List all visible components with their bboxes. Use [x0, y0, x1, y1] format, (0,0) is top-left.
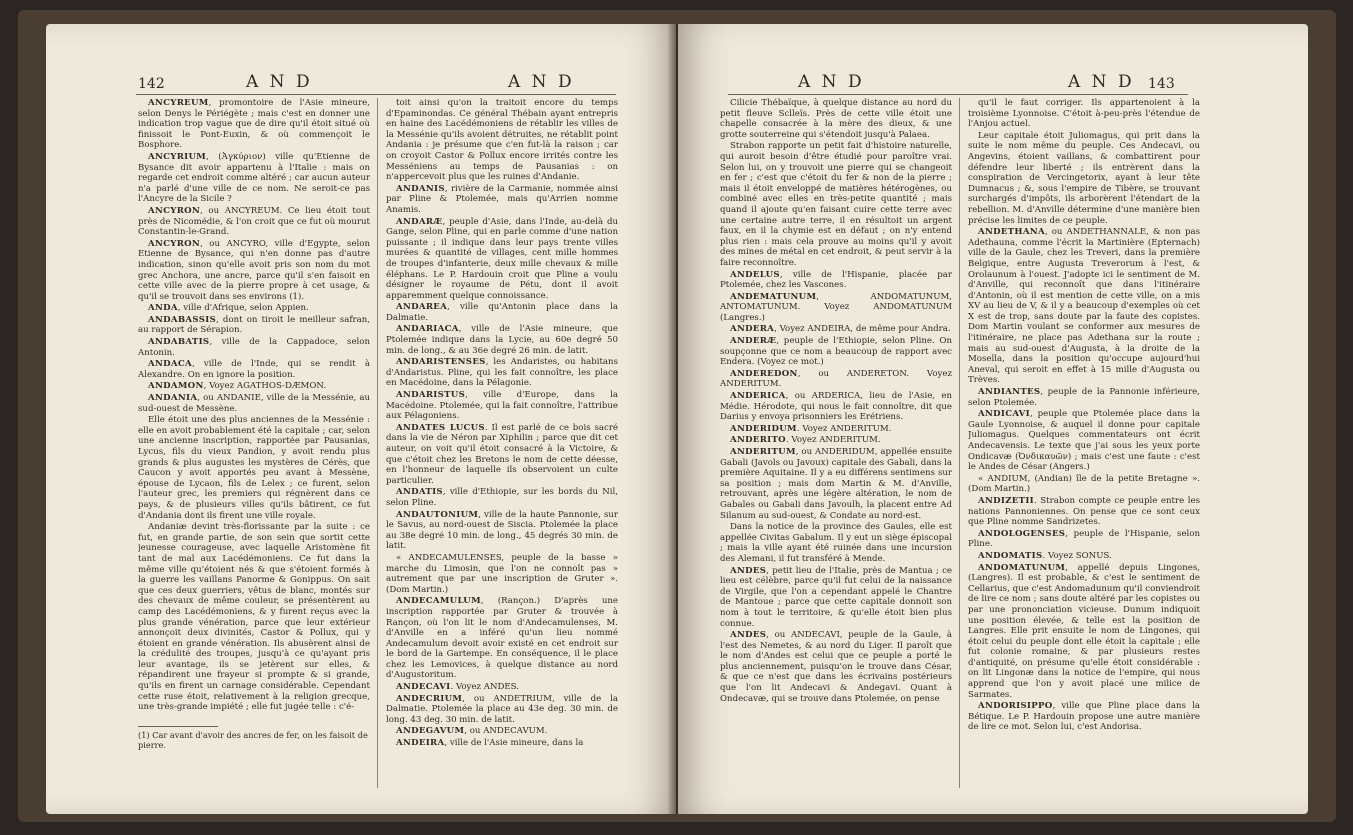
- header-rule: [136, 94, 616, 95]
- entry-headword: ANDANIA: [148, 393, 198, 404]
- entry-text: . Voyez ANDES.: [450, 682, 519, 693]
- page-number: 143: [1148, 76, 1175, 92]
- dictionary-entry: [386, 738, 618, 749]
- entry-headword: ANDIZETII: [978, 495, 1034, 506]
- dictionary-entry: [720, 369, 952, 390]
- dictionary-entry: [720, 391, 952, 423]
- entry-text: , ou ANDECAVUM.: [464, 726, 548, 737]
- text-column: [386, 98, 618, 778]
- left-page: [46, 24, 676, 814]
- column-divider: [959, 98, 960, 788]
- entry-headword: ANDARISTUS: [396, 390, 466, 401]
- dictionary-entry: [968, 227, 1200, 386]
- dictionary-entry: [720, 292, 952, 324]
- entry-text: « ANDECAMULENSES, peuple de la basse » marche du Limosin, que l'on ne connoît pas » autrement que par une inscription de Gruter ». (Dom Martin.): [386, 552, 618, 595]
- entry-headword: ANDERICA: [730, 391, 786, 402]
- entry-headword: ANDERITUM: [730, 447, 796, 457]
- dictionary-entry: [138, 98, 370, 151]
- dictionary-entry: [968, 701, 1200, 733]
- entry-text: Elle étoit une des plus anciennes de la Messénie : elle en avoit probablement été la capitale ; car, selon une ancienne inscription, rapportée par Pausanias, Lycus, fils du vieux Pandion, y avoit rendu plus grands & plus augustes les mystères de Cérès, que Caucon y avoit apportés peu avant à Messène, épouse de Lycaon, fils de Lelex ; ce furent, selon l'auteur grec, les premiers qui régnèrent dans ce pays, & de plusieurs villes qu'ils bâtirent, ce fut d'Andania dont ils firent une ville royale.: [138, 415, 370, 521]
- text-column: [138, 98, 370, 720]
- entry-text: , (Ἀγκύριον) ville qu'Etienne de Bysance dit avoir appartenu à l'Italie : mais on regarde cet endroit comme altéré ; car aucun auteur n'a parlé d'une ville de ce nom. Ne seroit-ce pas l'Ancyre de la Sicile ?: [138, 151, 370, 205]
- dictionary-entry: [138, 152, 370, 205]
- entry-text: , peuple d'Asie, dans l'Inde, au-delà du Gange, selon Pline, qui en parle comme d'une nation puissante ; il indique dans leur pays trente villes murées & quantité de villages, cent mille hommes de troupes d'infanterie, deux mille chevaux & mille éléphans. Le P. Hardouin croit que Pline a voulu désigner le royaume de Pétu, dont il avoit apparemment quelque connoissance.: [386, 216, 618, 301]
- dictionary-entry: [720, 336, 952, 368]
- entry-text: , ville d'Ethiopie, sur les bords du Nil, selon Pline.: [386, 487, 618, 508]
- entry-text: , ville de l'Asie mineure, dans la: [444, 738, 584, 749]
- dictionary-entry: [720, 324, 952, 335]
- dictionary-entry: [386, 217, 618, 302]
- entry-text: , appellé depuis Lingones, (Langres). Il est probable, & c'est le sentiment de Cellarius, que c'est Andomadunum qu'il conviendroit de lire ce nom ; sans doute altéré par les copistes ou par une prononciation vicieuse. Dunum indiquoit une position élevée, & telle est la position de Langres. Elle prit ensuite le nom de Lingones, qui étoit celui du peuple dont elle étoit la capitale ; elle fut colonie romaine, & par plusieurs restes d'antiquité, on présume qu'elle étoit considérable : on lit Lingonæ dans la notice de l'empire, qui nous apprend que l'on y avoit placé une milice de Sarmates.: [968, 562, 1200, 700]
- entry-text: , ville que Pline place dans la Bétique. Le P. Hardouin propose une autre manière de lire ce mot. Selon lui, c'est Andorisa.: [968, 701, 1200, 733]
- running-head: A N D: [508, 72, 575, 92]
- dictionary-entry: [968, 387, 1200, 408]
- entry-headword: ANDES: [730, 565, 767, 576]
- entry-headword: ANDOMATUNUM: [978, 562, 1066, 573]
- entry-text: , peuple de la Pannonie inférieure, selon Ptolemée.: [968, 387, 1200, 408]
- dictionary-entry: [720, 435, 952, 446]
- dictionary-entry: [720, 630, 952, 704]
- entry-headword: ANCYRIUM: [148, 151, 207, 162]
- entry-text: , ville de l'Inde, qui se rendit à Alexandre. On en ignore la position.: [138, 359, 370, 380]
- entry-headword: ANCYRON: [148, 205, 201, 216]
- entry-text: , ou ANDETHANNALE, & non pas Adethauna, comme l'écrit la Martinière (Epternach) ville de la Gaule, chez les Treveri, dans la première Belgique, entre Augusta Treverorum à l'est, & Orolaunum à l'ouest. J'adopte ici le sentiment de M. d'Anville, qui reconnoît que dans l'itinéraire d'Antonin, où il est mention de cette ville, on a mis XV au lieu de V, & il y a beaucoup d'exemples où cet X est de trop, sans doute par la faute des copistes. Dom Martin voulant se conformer aux mesures de l'itinéraire, ne place pas Adethana sur la route ; mais au sud-ouest d'Augusta, à la droite de la Mosella, dans la position qu'occupe aujourd'hui Aneval, qui seroit en effet à 15 mille d'Augusta ou Trèves.: [968, 227, 1200, 386]
- entry-text: , ville d'Europe, dans la Macédoine. Ptolemée, qui la fait connoître, l'attribue aux Pélagoniens.: [386, 390, 618, 422]
- running-head: A N D: [246, 72, 313, 92]
- header-rule: [728, 94, 1188, 95]
- entry-headword: ANDIANTES: [978, 387, 1041, 398]
- dictionary-entry: [720, 270, 952, 291]
- entry-headword: ANDAREA: [396, 302, 448, 313]
- dictionary-entry: [386, 596, 618, 681]
- entry-headword: ANDARISTENSES: [396, 357, 486, 368]
- entry-text: . Voyez SONUS.: [1042, 550, 1112, 561]
- entry-headword: ANDACA: [148, 359, 192, 370]
- entry-text: , ou ANCYRO, ville d'Egypte, selon Etienne de Bysance, qui n'en donne pas d'autre indication, sinon qu'elle avoit pris son nom du mot grec Anchora, une ancre, parce qu'il s'en faisoit en cette ville avec de la pierre propre à cet usage, & qu'il se trouvoit dans ses environs (1).: [138, 238, 370, 302]
- dictionary-entry: [386, 184, 618, 216]
- dictionary-entry: [720, 141, 952, 268]
- footnote: (1) Car avant d'avoir des ancres de fer, on les faisoit de pierre.: [138, 730, 368, 750]
- entry-headword: ANDELUS: [730, 269, 780, 280]
- entry-headword: ANDARÆ: [396, 216, 443, 227]
- dictionary-entry: [138, 381, 370, 392]
- entry-headword: ANDEMATUNUM: [730, 291, 817, 302]
- dictionary-entry: [386, 324, 618, 356]
- page-number: 142: [138, 76, 165, 92]
- entry-headword: ANDABATIS: [148, 337, 210, 348]
- dictionary-entry: [138, 522, 370, 713]
- entry-text: qu'il le faut corriger. Ils appartenoient à la troisième Lyonnoise. C'étoit à-peu-près l'étendue de l'Anjou actuel.: [968, 98, 1200, 130]
- entry-text: , ou ANDERETON. Voyez ANDERITUM.: [720, 368, 952, 390]
- entry-text: , ville de l'Asie mineure, que Ptolemée indique dans la Lycie, au 60e degré 50 min. de long., & au 36e degré 26 min. de latit.: [386, 324, 618, 356]
- entry-text: , ville qu'Antonin place dans la Dalmatie.: [386, 302, 618, 323]
- entry-headword: ANCYRON: [148, 238, 201, 249]
- dictionary-entry: [720, 566, 952, 630]
- entry-headword: ANDERIDUM: [730, 423, 797, 434]
- dictionary-entry: [138, 415, 370, 521]
- entry-text: , ville d'Afrique, selon Appien.: [177, 303, 309, 314]
- entry-text: Andaniæ devint très-florissante par la suite : ce fut, en grande partie, de son sein que sortit cette jeunesse courageuse, avec laquelle Aristomène fit tant de mal aux Lacédémoniens. Ce fut dans la même ville qu'étoient nés & que s'étoient formés à la guerre les vaillans Panorme & Gonippus. On sait que ces deux guerriers, vêtus de blanc, montés sur des chevaux de même couleur, se présentèrent au camp des Lacédémoniens, & y furent reçus avec la plus grande vénération, parce que leur extérieur annonçoit deux divinités, Castor & Pollux, qui y étoient en grande vénération. Ils abusèrent ainsi de la crédulité des troupes, jusqu'à ce qu'ayant pris leur avantage, ils se jetèrent sur elles, & répandirent une frayeur si prompte & si grande, qu'ils en firent un carnage considérable. Cependant cette ruse étoit, relativement à la religion grecque, une très-grande impiété ; elle fut jugée telle : c'é-: [138, 522, 370, 713]
- entry-text: « ANDIUM, (Andian) île de la petite Bretagne ». (Dom Martin.): [968, 473, 1200, 495]
- entry-headword: ANDERÆ: [730, 336, 777, 347]
- entry-headword: ANDECAVI: [396, 682, 451, 693]
- dictionary-entry: [138, 303, 370, 314]
- right-page: [678, 24, 1308, 814]
- entry-text: , ville de la haute Pannonie, sur le Savus, au nord-ouest de Siscia. Ptolemée la place au 38e degré 10 min. de long., 45 degrés 30 min. de latit.: [386, 509, 618, 552]
- dictionary-entry: [968, 474, 1200, 495]
- entry-headword: ANDEIRA: [396, 738, 445, 749]
- entry-text: , ou ANDANIE, ville de la Messénie, au sud-ouest de Messène.: [138, 393, 370, 414]
- entry-text: , peuple de l'Hispanie, selon Pline.: [968, 528, 1200, 550]
- entry-text: , rivière de la Carmanie, nommée ainsi par Pline & Ptolemée, mais qu'Arrien nomme Anamis.: [386, 183, 618, 215]
- dictionary-entry: [138, 393, 370, 414]
- entry-headword: ANDORISIPPO: [978, 701, 1053, 712]
- dictionary-entry: [968, 131, 1200, 226]
- entry-headword: ANDEREDON: [730, 368, 798, 379]
- entry-text: , peuple que Ptolemée place dans la Gaule Lyonnoise, & auquel il donne pour capitale Juliomagus. Quelques commentateurs ont écrit Andecavensis. Le texte que j'ai sous les yeux porte Ondicavæ (Ὀνδικαυῶν) ; mais c'est une faute : c'est le Andes de César (Angers.): [968, 409, 1200, 473]
- text-column: [968, 98, 1200, 788]
- dictionary-entry: [720, 522, 952, 564]
- entry-text: Cilicie Thébaïque, à quelque distance au nord du petit fleuve Sclleïs. Près de cette ville étoit une chapelle consacrée à la mère des dieux, & une grotte souterreine qui s'étendoit jusqu'à Palaea.: [720, 98, 952, 140]
- dictionary-entry: [386, 726, 618, 737]
- entry-text: Strabon rapporte un petit fait d'histoire naturelle, qui auroit besoin d'être étudié pour paroître vrai. Selon lui, on y trouvoit une pierre qui se changeoit en fer ; c'est que c'étoit du fer & non de la pierre ; mais il étoit enveloppé de matières hétérogènes, ou combiné avec elles en très-petite quantité ; mais quand il ajoute qu'en faisant cuire cette terre avec une certaine autre terre, il en résultoit un argent faux, en il la chymie est en défaut ; on n'y entend plus rien : mais cela prouve au moins qu'il y avoit des mines de métal en cet endroit, & peut servir à la faire reconnoître.: [720, 141, 952, 268]
- entry-text: , ANDOMATUNUM, ANTOMATUNUM. Voyez ANDOMATUNUM (Langres.): [720, 291, 952, 323]
- entry-text: toit ainsi qu'on la traitoit encore du temps d'Epaminondas. Ce général Thébain ayant entrepris en haine des Lacédémoniens de rétablir les villes de la Messénie qu'ils avoient détruites, ne rétablit point Andania : je présume que c'en fut-là la raison ; car on croyoit Castor & Pollux encore irrités contre les Messéniens au temps de Pausanias : on n'appercevoit plus que les ruines d'Andanie.: [386, 98, 618, 183]
- dictionary-entry: [138, 359, 370, 380]
- entry-headword: ANDANIS: [396, 183, 445, 194]
- entry-text: , ville de la Cappadoce, selon Antonin.: [138, 337, 370, 358]
- dictionary-entry: [968, 529, 1200, 550]
- entry-text: , ou ANDETRIUM, ville de la Dalmatie. Ptolemée la place au 43e deg. 30 min. de long. 43 deg. 30 min. de latit.: [386, 693, 618, 725]
- text-column: [720, 98, 952, 788]
- entry-headword: ANDAMON: [148, 381, 204, 392]
- entry-headword: ANDATES LUCUS: [396, 422, 485, 433]
- entry-text: , (Rançon.) D'après une inscription rapportée par Gruter & trouvée à Rançon, où l'on lit le nom d'Andecamulenses, M. d'Anville en a inféré qu'un lieu nommé Andecamulum devoit avoir existé en cet endroit sur le bord de la Gartempe. En conséquence, il le place chez les Lemovices, à quelque distance au nord d'Augustoritum.: [386, 596, 618, 681]
- entry-headword: ANDARIACA: [396, 324, 459, 335]
- dictionary-entry: [386, 694, 618, 726]
- entry-text: , peuple de l'Ethiopie, selon Pline. On soupçonne que ce nom a beaucoup de rapport avec Endera. (Voyez ce mot.): [720, 336, 952, 368]
- entry-text: , petit lieu de l'Italie, près de Mantua ; ce lieu est célèbre, parce qu'il fut celui de la naissance de Virgile, que l'on a cependant appelé le Chantre de Mantoue ; parce que cette capitale donnoit son nom à tout le territoire, & qu'elle étoit bien plus connue.: [720, 565, 952, 629]
- dictionary-entry: [968, 496, 1200, 528]
- dictionary-entry: [386, 357, 618, 389]
- entry-headword: ANDECRIUM: [396, 693, 463, 704]
- entry-text: . Voyez ANDERITUM.: [785, 435, 881, 446]
- dictionary-entry: [720, 424, 952, 435]
- dictionary-entry: [386, 487, 618, 508]
- entry-headword: ANDECAMULUM: [396, 596, 481, 607]
- entry-text: , ville de l'Hispanie, placée par Ptolemée, chez les Vascones.: [720, 269, 952, 291]
- entry-text: , les Andaristes, ou habitans d'Andaristus. Pline, qui les fait connoître, les place en Macédoine, dans la Pélagonie.: [386, 357, 618, 389]
- footnote-rule: [138, 726, 218, 727]
- entry-headword: ANDABASSIS: [148, 314, 217, 325]
- entry-text: , ou ANCYREUM. Ce lieu étoit tout près de Nicomédie, & l'on croit que ce fut où mourut Constantin-le-Grand.: [138, 205, 370, 238]
- dictionary-entry: [138, 315, 370, 336]
- entry-text: , dont on tiroit le meilleur safran, au rapport de Sérapion.: [138, 314, 370, 336]
- dictionary-entry: [138, 206, 370, 238]
- dictionary-entry: [386, 390, 618, 422]
- entry-headword: ANDERITO: [730, 435, 786, 446]
- entry-text: , ou ANDECAVI, peuple de la Gaule, à l'est des Nemetes, & au nord du Liger. Il paroît que le nom d'Andes est celui que ce peuple a porté le plus anciennement, puisqu'on le trouve dans César, & que ce n'est que dans les écrivains postérieurs que l'on lit Andecavi & Andegavi. Quant à Ondecavæ, qui se trouve dans Ptolemée, on pense: [720, 630, 952, 704]
- entry-text: , ou ARDERICA, lieu de l'Asie, en Médie. Hérodote, qui nous le fait connoître, dit que Darius y envoya prisonniers les Erétriens.: [720, 391, 952, 423]
- entry-headword: ANDOLOGENSES: [978, 528, 1066, 539]
- entry-headword: ANDOMATIS: [978, 550, 1043, 561]
- entry-text: , Voyez AGATHOS-DÆMON.: [203, 381, 327, 392]
- dictionary-entry: [138, 239, 370, 303]
- dictionary-entry: [386, 302, 618, 323]
- entry-headword: ANDES: [730, 630, 767, 641]
- dictionary-entry: [386, 98, 618, 183]
- dictionary-entry: [968, 551, 1200, 562]
- entry-text: Leur capitale étoit Juliomagus, qui prit dans la suite le nom même du peuple. Ces Andecavi, ou Angevins, étoient vaillans, & combattirent pour défendre leur liberté ; ils entrèrent dans la conspiration de Vercingetorix, ayant à leur tête Dumnacus ; &, sous l'empire de Tibère, se trouvant surchargés d'impôts, ils arborèrent l'étendart de la rebellion. M. d'Anville détermine d'une manière bien précise les limites de ce peuple.: [968, 130, 1200, 226]
- dictionary-entry: [386, 682, 618, 693]
- entry-text: Dans la notice de la province des Gaules, elle est appellée Civitas Gabalum. Il y eut un siège épiscopal ; mais la ville ayant été ruinée dans une incursion des Alemani, il fut transféré à Mende.: [720, 522, 952, 564]
- dictionary-entry: [968, 98, 1200, 130]
- dictionary-entry: [386, 553, 618, 595]
- dictionary-entry: [968, 409, 1200, 473]
- entry-text: , Voyez ANDEIRA, de même pour Andra.: [774, 324, 951, 335]
- entry-text: , promontoire de l'Asie mineure, selon Denys le Périégète ; mais c'est en donner une indication trop vague que de dire qu'il étoit situé où finissoit le Pont-Euxin, & où commençoit le Bosphore.: [138, 98, 370, 151]
- running-head: A N D: [1068, 72, 1135, 92]
- dictionary-entry: [386, 510, 618, 552]
- entry-headword: ANDA: [148, 303, 178, 314]
- entry-headword: ANDATIS: [396, 487, 443, 498]
- running-head: A N D: [798, 72, 865, 92]
- entry-headword: ANCYREUM: [148, 98, 209, 108]
- entry-text: . Strabon compte ce peuple entre les nations Pannoniennes. On pense que ce sont ceux que Pline nomme Sandrizetes.: [968, 495, 1200, 528]
- dictionary-entry: [138, 337, 370, 358]
- book-spread: [18, 10, 1336, 822]
- dictionary-entry: [720, 447, 952, 521]
- entry-headword: ANDERA: [730, 324, 775, 335]
- entry-text: . Voyez ANDERITUM.: [796, 423, 892, 434]
- entry-headword: ANDEGAVUM: [396, 726, 465, 737]
- dictionary-entry: [720, 98, 952, 140]
- entry-text: , ou ANDERIDUM, appellée ensuite Gabali (Javols ou Javoux) capitale des Gabali, dans la première Aquitaine. Il y a eu différens sentimens sur sa position ; mais dom Martin & M. d'Anville, retrouvant, après une légère altération, le nom de Gabales ou Gabali dans Javoulh, la placent entre Ad Silanum au sud-ouest, & Condate au nord-est.: [720, 447, 952, 521]
- entry-text: . Il est parlé de ce bois sacré dans la vie de Néron par Xiphilin ; parce que dit cet auteur, on voit qu'il étoit consacré à la Victoire, & que c'étoit chez les Bretons le nom de cette déesse, en l'honneur de laquelle ils observoient un culte particulier.: [386, 422, 618, 486]
- dictionary-entry: [968, 563, 1200, 701]
- dictionary-entry: [386, 423, 618, 487]
- column-divider: [377, 98, 378, 788]
- entry-headword: ANDICAVI: [978, 409, 1030, 420]
- entry-headword: ANDETHANA: [978, 227, 1045, 238]
- entry-headword: ANDAUTONIUM: [396, 509, 479, 520]
